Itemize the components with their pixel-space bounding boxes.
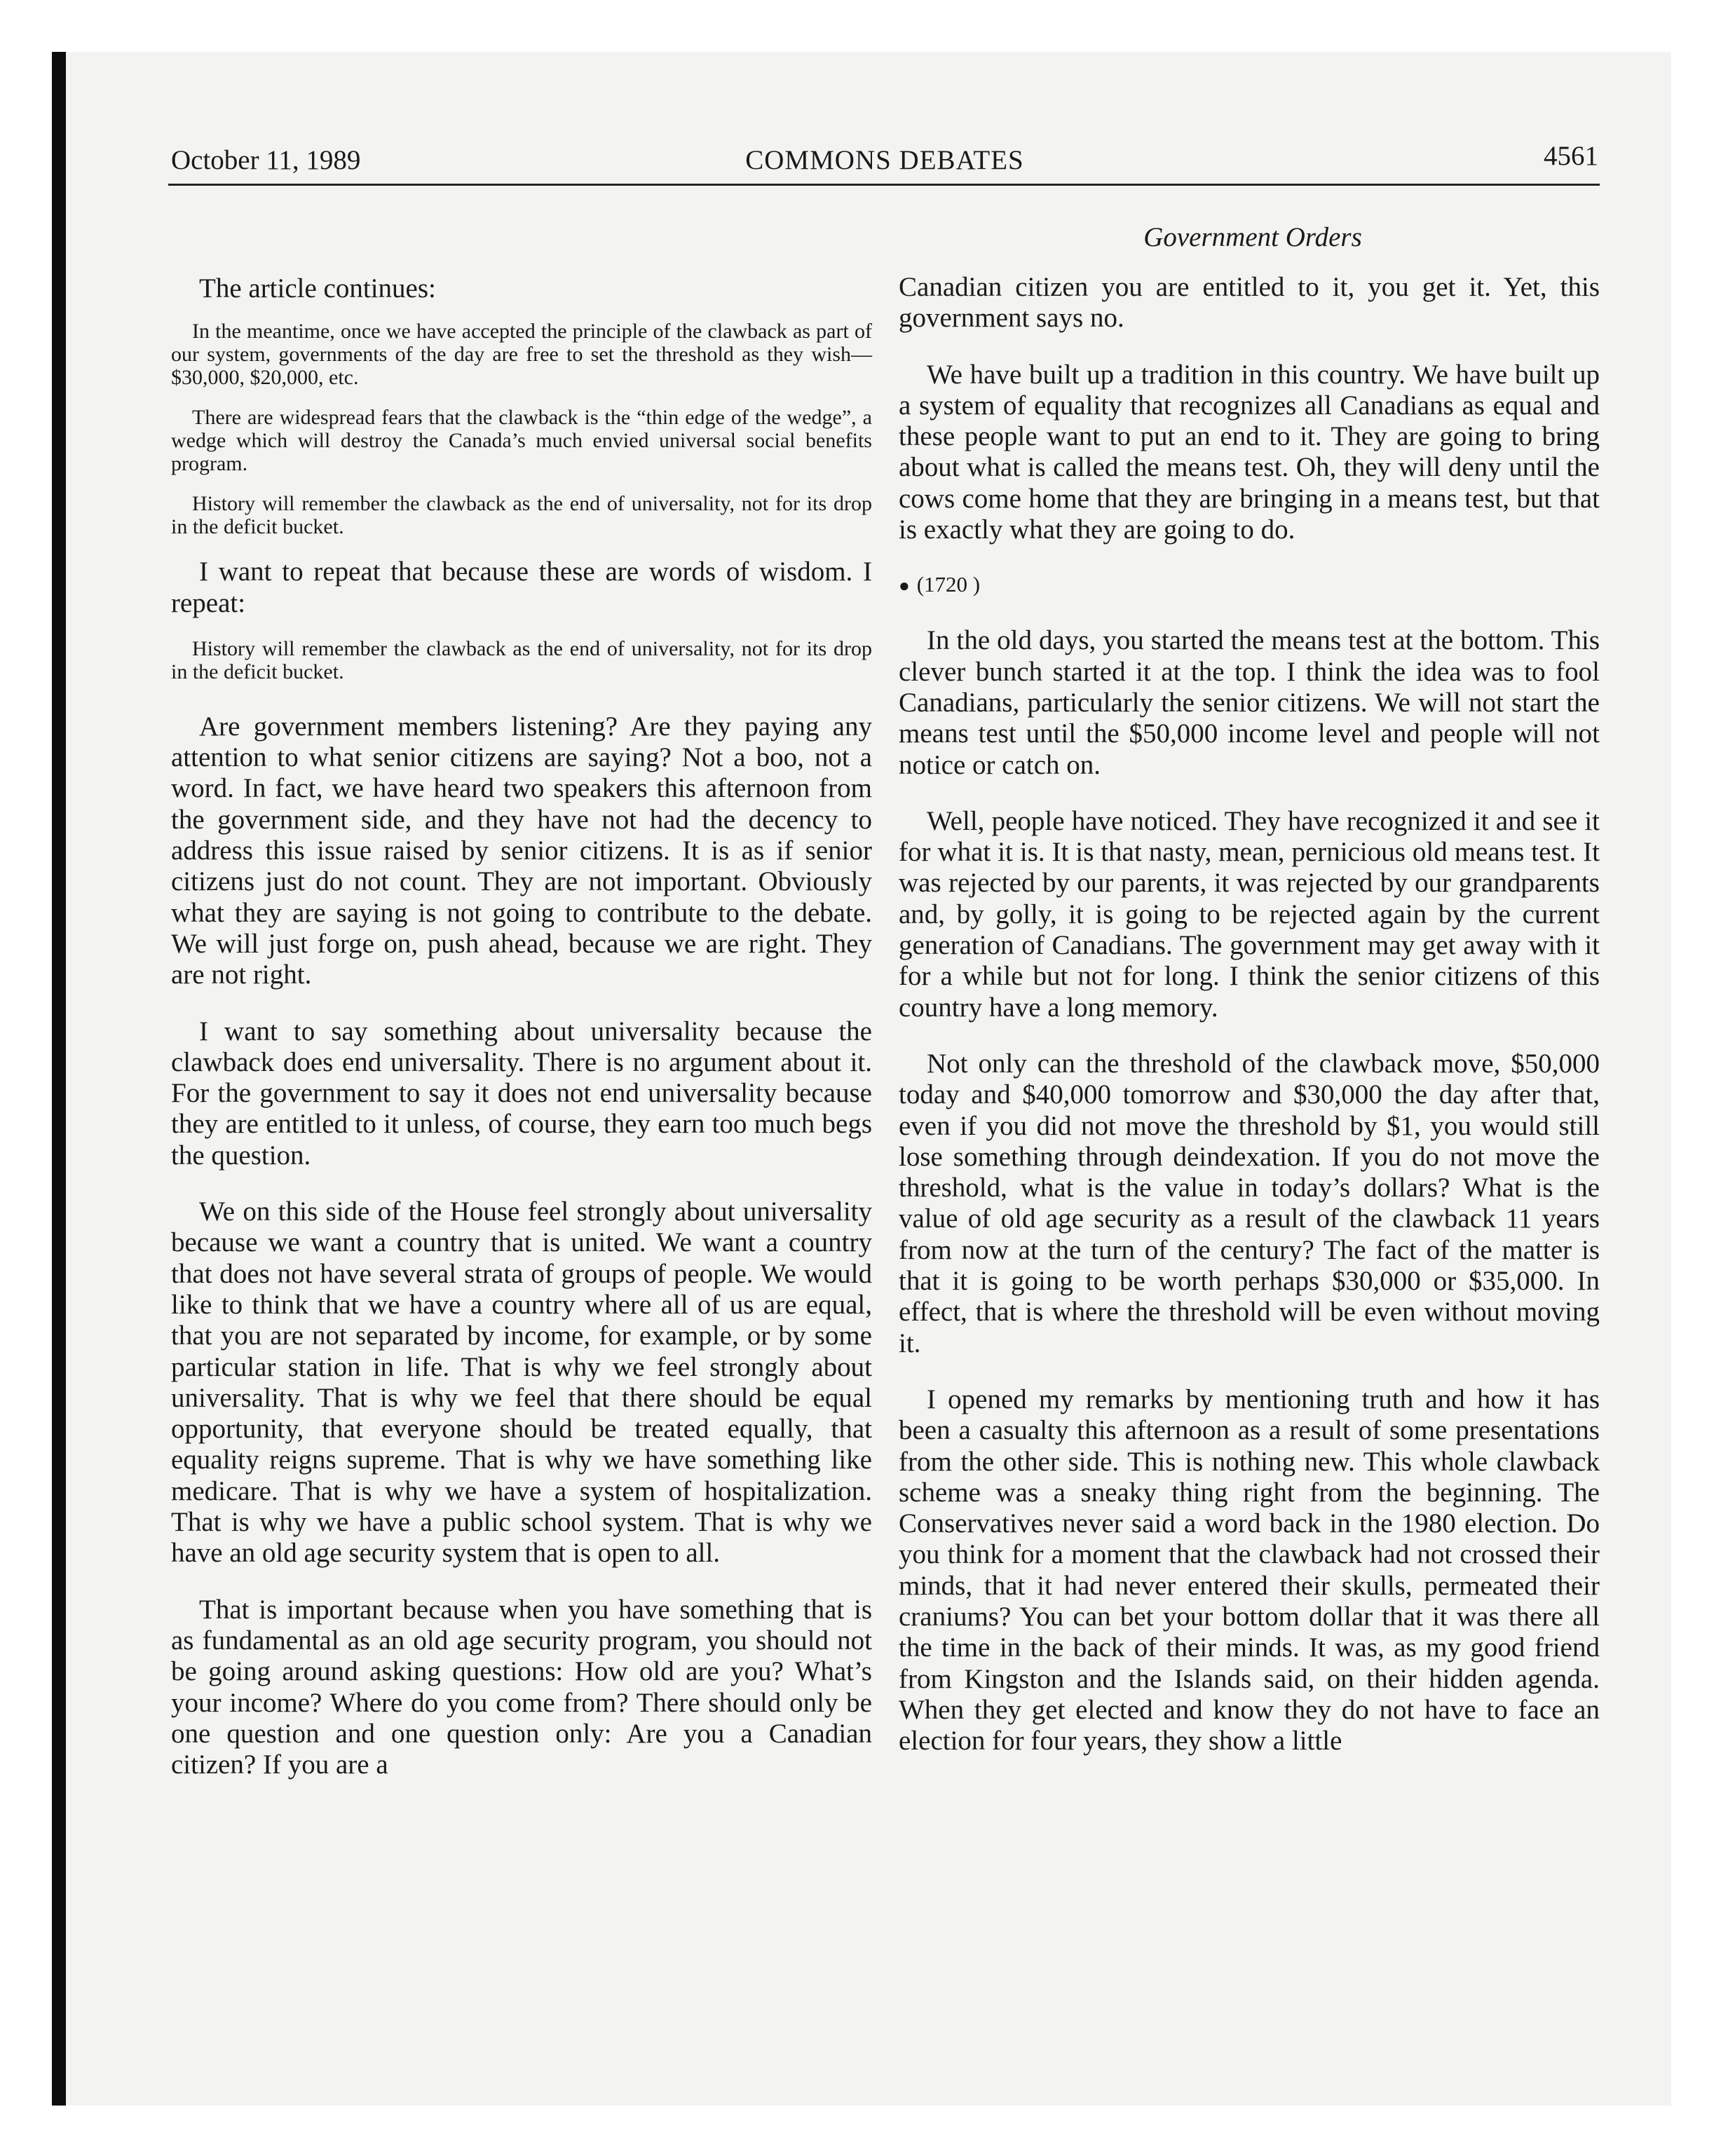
body-paragraph: Well, people have noticed. They have recognized it and see it for what it is. It is that nasty, mean, pernicious old means test. It was rejected by our parents, it was rejected by our grandparents and, by golly, it is going to be rejected again by the current generation of Canadians. The government may get away with it for a while but not for long. I think the senior citizens of this country have a long memory. [899,805,1600,1023]
left-column [171,273,872,1780]
time-marker [899,571,1600,600]
block-quote-2 [171,637,872,683]
body-paragraph: Not only can the threshold of the clawback move, $50,000 today and $40,000 tomorrow and $30,000 the day after that, even if you did not move the threshold by $1, you would still lose something through deindexation. If you do not move the threshold, what is the value in today’s dollars? What is the value of old age security as a result of the clawback 11 years from now at the turn of the century? The fact of the matter is that it is going to be worth perhaps $30,000 or $35,000. In effect, that is where the threshold will be even without moving it. [899,1048,1600,1358]
quote-paragraph: There are widespread fears that the clawback is the “thin edge of the wedge”, a wedge which will destroy the Canada’s much envied universal social benefits program. [171,406,872,476]
time-marker-text: (1720 ) [916,572,981,597]
continuation-paragraph: Canadian citizen you are entitled to it, you get it. Yet, this government says no. [899,272,1600,334]
article-intro: The article continues: [199,273,436,303]
body-paragraph: I want to say something about universality because the clawback does end universality. There is no argument about it. For the government to say it does not end universality because they are entitled to it unless, of course, they earn too much begs the question. [171,1016,872,1171]
scan-edge [52,52,66,2106]
header-title: COMMONS DEBATES [745,145,1024,175]
bullet-icon: ● [899,575,910,596]
page-number: 4561 [1544,141,1598,171]
header-date: October 11, 1989 [171,145,361,175]
quote-paragraph: History will remember the clawback as the end of universality, not for its drop in the deficit bucket. [171,636,872,683]
quote-paragraph: In the meantime, once we have accepted the principle of the clawback as part of our system, governments of the day are free to set the threshold as they wish—$30,000, $20,000, etc. [171,320,872,390]
body-paragraph: In the old days, you started the means test at the bottom. This clever bunch started it at the top. I think the idea was to fool Canadians, particularly the senior citizens. We will not start the means test until the $50,000 income level and people will not notice or catch on. [899,625,1600,780]
quote-paragraph: History will remember the clawback as the end of universality, not for its drop in the deficit bucket. [171,492,872,539]
repeat-intro: I want to repeat that because these are words of wisdom. I repeat: [171,557,872,618]
body-paragraph: That is important because when you have something that is as fundamental as an old age security program, you should not be going around asking questions: How old are you? What’s your income? Where do you come from? There should only be one question and one question only: Are you a Canadian citizen? If you are a [171,1594,872,1780]
body-paragraph: I opened my remarks by mentioning truth and how it has been a casualty this afternoon as a result of some presentations from the other side. This is nothing new. This whole clawback scheme was a sneaky thing right from the beginning. The Conservatives never said a word back in the 1980 election. Do you think for a moment that the clawback had not crossed their minds, that it had never entered their skulls, permeated their craniums? You can bet your bottom dollar that it was there all the time in the back of their minds. It was, as my good friend from Kingston and the Islands said, on their hidden agenda. When they get elected and know they do not have to face an election for four years, they show a little [899,1384,1600,1756]
body-paragraph: We have built up a tradition in this country. We have built up a system of equality that recognizes all Canadians as equal and these people want to put an end to it. They are going to bring about what is called the means test. Oh, they will deny until the cows come home that they are bringing in a means test, but that is exactly what they are going to do. [899,359,1600,545]
header-rule [168,184,1600,186]
right-column [899,272,1600,1756]
body-paragraph: Are government members listening? Are they paying any attention to what senior citizens are saying? Not a boo, not a word. In fact, we have heard two speakers this afternoon from the government side, and they have not had the decency to address this issue raised by senior citizens. It is as if senior citizens just do not count. They are not important. Obviously what they are saying is not going to contribute to the debate. We will just forge on, push ahead, because we are right. They are not right. [171,711,872,990]
page-header [171,141,1598,186]
block-quote-1 [171,320,872,538]
section-label: Government Orders [1143,222,1362,252]
body-paragraph: We on this side of the House feel strongly about universality because we want a country that is united. We want a country that does not have several strata of groups of people. We would like to think that we have a country where all of us are equal, that you are not separated by income, for example, or by some particular station in life. That is why we feel strongly about universality. That is why we feel that there should be equal opportunity, that everyone should be treated equally, that equality reigns supreme. That is why we have something like medicare. That is why we have a system of hospitalization. That is why we have a public school system. That is why we have an old age security system that is open to all. [171,1196,872,1569]
